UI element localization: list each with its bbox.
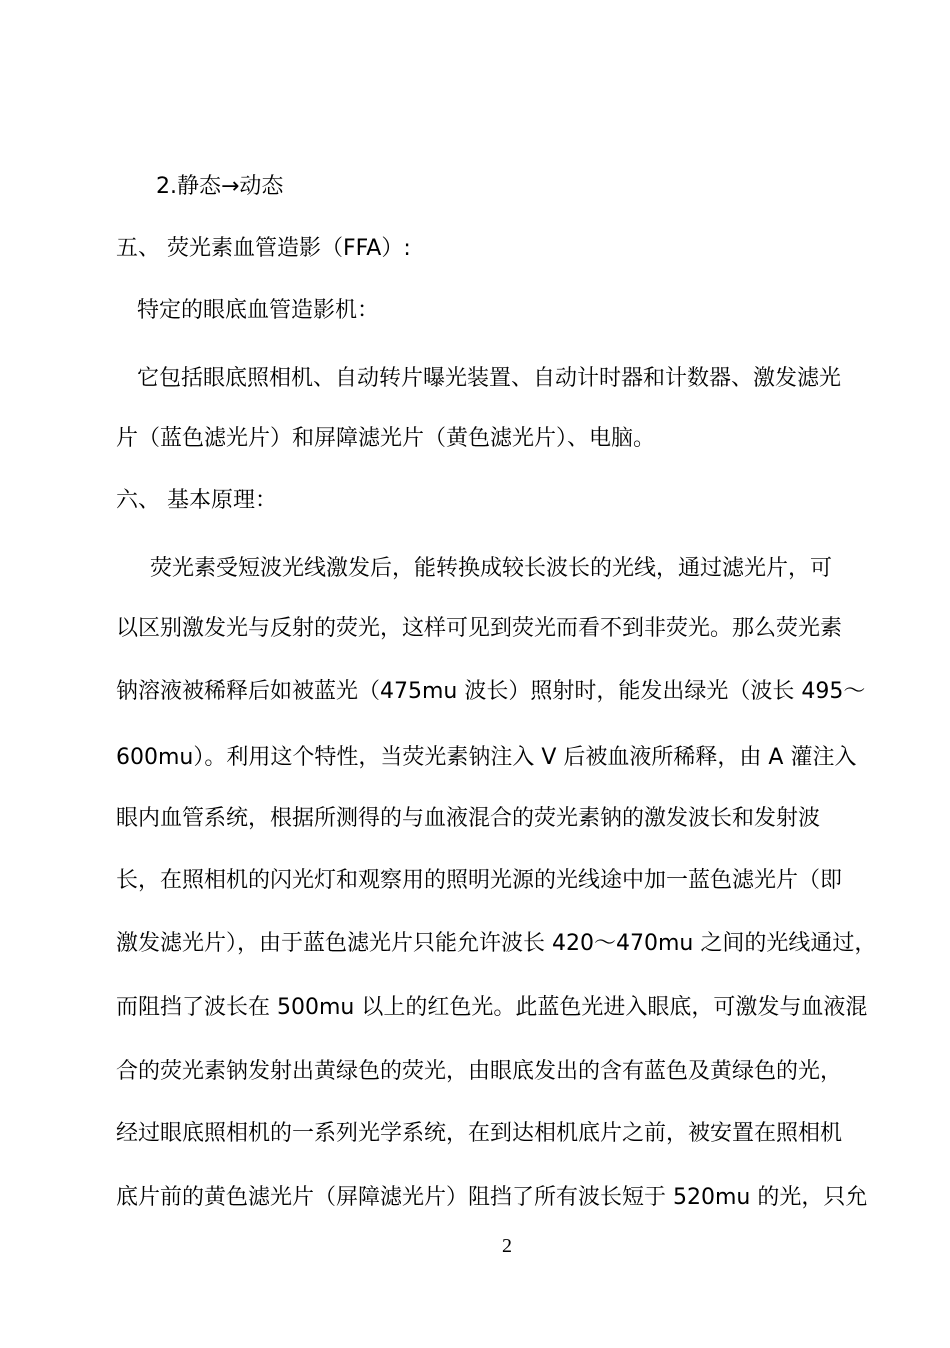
principle-line-11: 底片前的黄色滤光片（屏障滤光片）阻挡了所有波长短于 520mu 的光，只允 <box>116 1185 868 1210</box>
equipment-line-2: 片（蓝色滤光片）和屏障滤光片（黄色滤光片）、电脑。 <box>116 426 656 451</box>
principle-line-7: 激发滤光片），由于蓝色滤光片只能允许波长 420～470mu 之间的光线通过， <box>116 931 877 956</box>
equipment-line-1: 它包括眼底照相机、自动转片曝光装置、自动计时器和计数器、激发滤光 <box>137 366 842 391</box>
principle-line-1: 荧光素受短波光线激发后，能转换成较长波长的光线，通过滤光片，可 <box>150 556 833 581</box>
principle-line-10: 经过眼底照相机的一系列光学系统，在到达相机底片之前，被安置在照相机 <box>116 1121 843 1146</box>
section-heading-ffa: 五、 荧光素血管造影（FFA）: <box>116 236 411 261</box>
principle-line-8: 而阻挡了波长在 500mu 以上的红色光。此蓝色光进入眼底，可激发与血液混 <box>116 995 868 1020</box>
principle-line-2: 以区别激发光与反射的荧光，这样可见到荧光而看不到非荧光。那么荧光素 <box>116 616 843 641</box>
list-item-dynamic: 2.静态→动态 <box>156 174 284 199</box>
section-heading-principle: 六、 基本原理： <box>116 488 277 513</box>
principle-line-3: 钠溶液被稀释后如被蓝光（475mu 波长）照射时，能发出绿光（波长 495～ <box>116 679 866 704</box>
equipment-label: 特定的眼底血管造影机： <box>137 298 380 323</box>
principle-line-4: 600mu）。利用这个特性，当荧光素钠注入 V 后被血液所稀释，由 A 灌注入 <box>116 745 857 770</box>
principle-line-9: 合的荧光素钠发射出黄绿色的荧光，由眼底发出的含有蓝色及黄绿色的光， <box>116 1059 843 1084</box>
principle-line-5: 眼内血管系统，根据所测得的与血液混合的荧光素钠的激发波长和发射波 <box>116 806 821 831</box>
page-number: 2 <box>502 1235 512 1257</box>
principle-line-6: 长，在照相机的闪光灯和观察用的照明光源的光线途中加一蓝色滤光片（即 <box>116 868 843 893</box>
